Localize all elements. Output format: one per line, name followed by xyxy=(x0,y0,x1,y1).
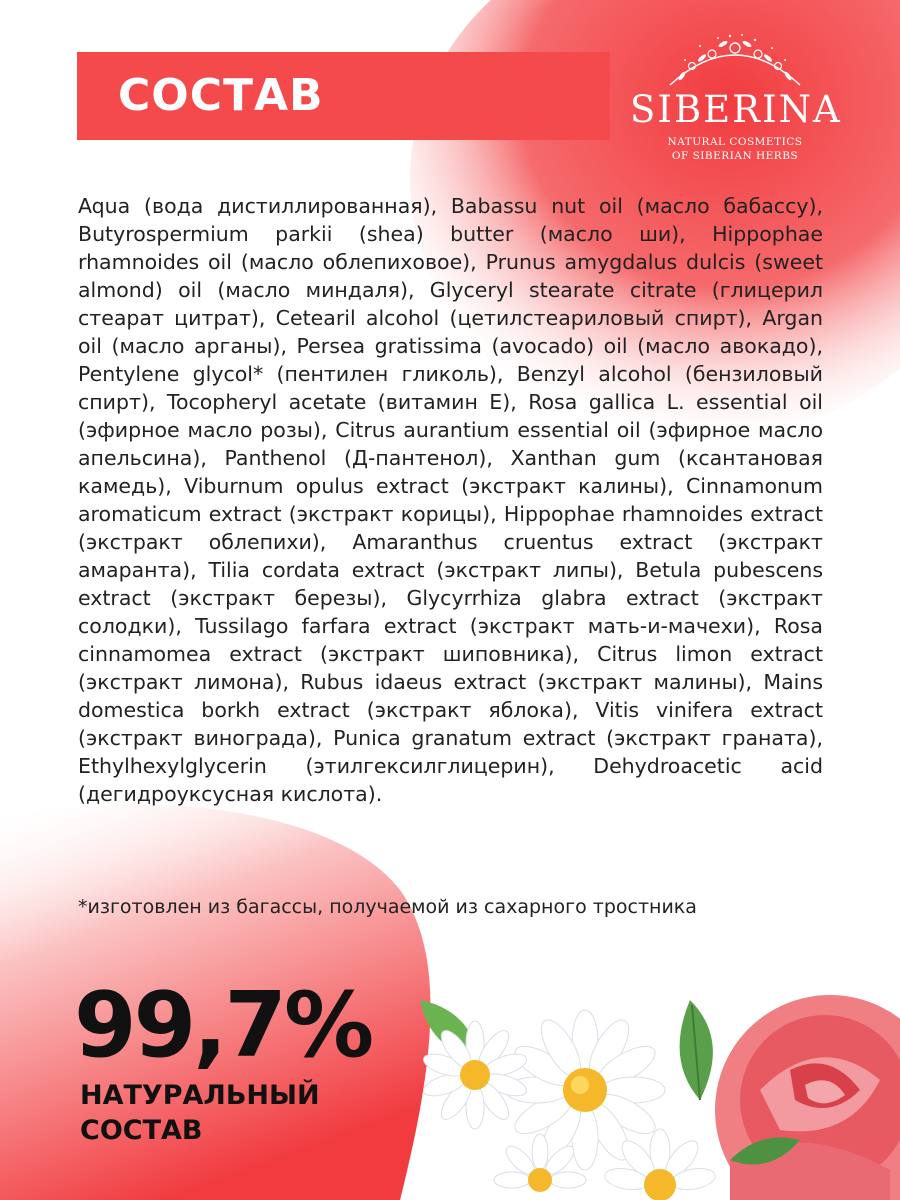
brand-tagline-line1: NATURAL COSMETICS xyxy=(667,136,803,148)
flowers-illustration xyxy=(400,960,900,1200)
brand-name: SIBERINA xyxy=(630,88,842,131)
natural-percent: 99,7% xyxy=(74,973,372,1078)
rose-flower-icon xyxy=(715,995,900,1200)
floral-wreath-icon xyxy=(660,30,810,90)
natural-label: НАТУРАЛЬНЫЙ СОСТАВ xyxy=(80,1080,320,1146)
brand-tagline-line2: OF SIBERIAN HERBS xyxy=(671,150,799,162)
ingredients-text: Aqua (вода дистиллированная), Babassu nut oil (масло бабассу), Butyrospermium parkii (shea) butter (масло ши), Hippophae rhamnoides oil (масло облепиховое), Prunus amygdalus dulcis (sweet almond) oil (масло миндаля), Glyceryl stearate citrate (глицерил стеарат цитрат), Cetearil alcohol (цетилстеариловый спирт), Argan oil (масло арганы), Persea gratissima (avocado) oil (масло авокадо), Pentylene glycol* (пентилен гликоль), Benzyl alcohol (бензиловый спирт), Tocopheryl acetate (витамин Е), Rosa gallica L. essential oil (эфирное масло розы), Citrus aurantium essential oil (эфирное масло апельсина), Panthenol (Д-пантенол), Xanthan gum (ксантановая камедь), Viburnum opulus extract (экстракт калины), Cinnamonum aromaticum extract (экстракт корицы), Hippophae rhamnoides extract (экстракт облепихи), Amaranthus cruentus extract (экстракт амаранта), Tilia cordata extract (экстракт липы), Betula pubescens extract (экстракт березы), Glycyrrhiza glabra extract (экстракт солодки), Tussilago farfara extract (экстракт мать-и-мачехи), Rosa cinnamomea extract (экстракт шиповника), Citrus limon extract (экстракт лимона), Rubus idaeus extract (экстракт малины), Mains domestica borkh extract (экстракт яблока), Vitis vinifera extract (экстракт винограда), Punica granatum extract (экстракт граната), Ethylhexylglycerin (этилгексилглицерин), Dehydroacetic acid (дегидроуксусная кислота). xyxy=(78,194,823,806)
brand-logo xyxy=(630,30,840,165)
page-title: СОСТАВ xyxy=(118,70,324,121)
footnote: *изготовлен из багассы, получаемой из сахарного тростника xyxy=(78,896,697,918)
